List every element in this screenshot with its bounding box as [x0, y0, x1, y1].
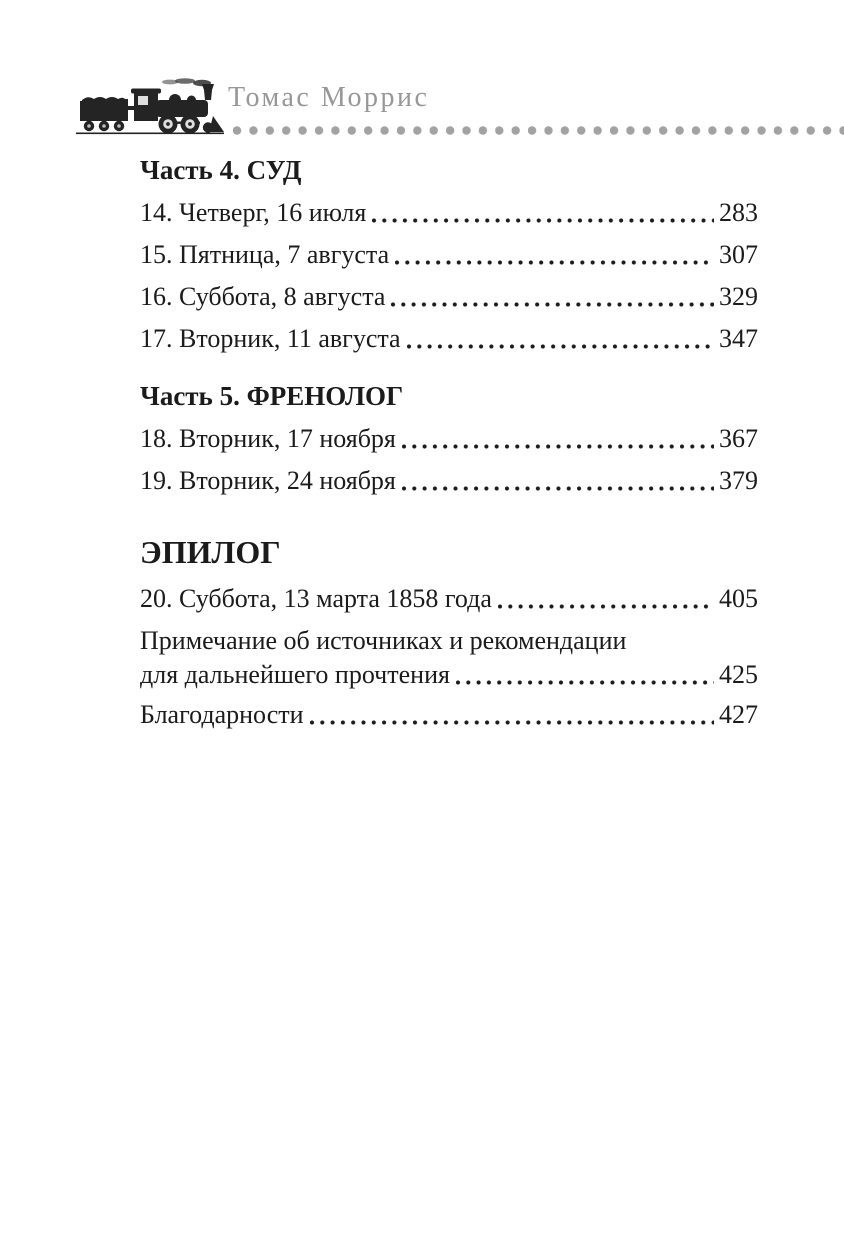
- toc-entry-title: 19. Вторник, 24 ноября: [140, 466, 396, 495]
- dot-leader: [395, 260, 714, 265]
- dot-leader: [402, 486, 714, 491]
- toc-entry-title: 14. Четверг, 16 июля: [140, 198, 367, 227]
- toc-entry-title: 16. Суббота, 8 августа: [140, 282, 386, 311]
- toc-entry: [140, 280, 758, 314]
- toc-entry-page: 367: [719, 424, 758, 453]
- toc-entry-title-continued: для дальнейшего прочтения: [140, 660, 450, 689]
- toc-entry: [140, 238, 758, 272]
- author-name: Томас Моррис: [228, 82, 430, 113]
- dot-leader: [407, 344, 714, 349]
- toc-entry-page: 425: [719, 660, 758, 689]
- toc-entry: [140, 422, 758, 456]
- toc-entry: [140, 582, 758, 616]
- toc-entry-page: 329: [719, 282, 758, 311]
- section-heading: Часть 4. СУД: [140, 155, 302, 185]
- section-heading: ЭПИЛОГ: [140, 534, 281, 570]
- header-dotted-rule: [233, 125, 844, 136]
- toc-entry-page: 405: [719, 584, 758, 613]
- toc-entry: [140, 624, 758, 692]
- toc-entry-page: 379: [719, 466, 758, 495]
- toc-section-part4: [140, 152, 758, 356]
- toc-entry-title: 20. Суббота, 13 марта 1858 года: [140, 584, 492, 613]
- locomotive-icon: [74, 76, 226, 138]
- section-heading: Часть 5. ФРЕНОЛОГ: [140, 381, 404, 411]
- toc-entry: [140, 196, 758, 230]
- table-of-contents: [140, 152, 758, 732]
- toc-section-part5: [140, 378, 758, 498]
- toc-entry-page: 347: [719, 324, 758, 353]
- toc-section-epilog: [140, 530, 758, 732]
- toc-entry-title: 17. Вторник, 11 августа: [140, 324, 401, 353]
- toc-entry-title: Благодарности: [140, 700, 304, 729]
- toc-entry: [140, 698, 758, 732]
- toc-entry: [140, 322, 758, 356]
- toc-entry-page: 427: [719, 700, 758, 729]
- dot-leader: [372, 218, 714, 223]
- toc-entry: [140, 464, 758, 498]
- dot-leader: [456, 680, 714, 685]
- dot-leader: [402, 444, 714, 449]
- toc-entry-title: 18. Вторник, 17 ноября: [140, 424, 396, 453]
- dot-leader: [310, 720, 714, 725]
- toc-entry-title: 15. Пятница, 7 августа: [140, 240, 390, 269]
- dot-leader: [391, 302, 714, 307]
- toc-entry-title: Примечание об источниках и рекомендации: [140, 626, 627, 655]
- toc-entry-page: 283: [719, 198, 758, 227]
- toc-entry-page: 307: [719, 240, 758, 269]
- dot-leader: [498, 604, 714, 609]
